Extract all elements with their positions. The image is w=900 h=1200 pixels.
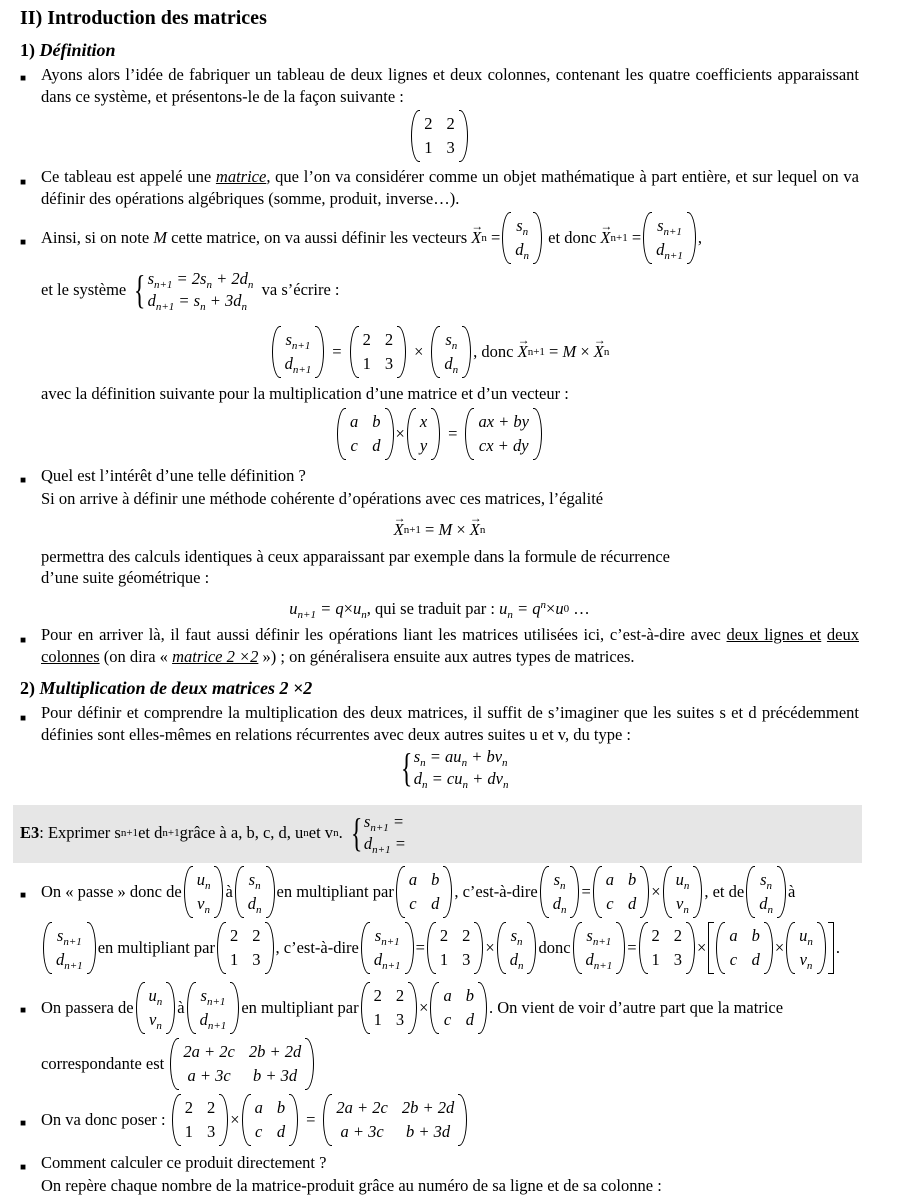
paragraph-vectors: Ainsi, si on note M cette matrice, on va aussi définir les vecteurs → X n = $s_n$ $d_n$ et donc → X n+1 = $s_{n+1}$ $d_{n+1}$ , — [41, 212, 702, 264]
exercise-e3: E3 : Exprimer s n+1 et d n+1 grâce à a, b, c, d, u n et v n . { $s_{n+1}$ = $d_{n+1}$ = — [20, 810, 406, 856]
paragraph-passera: On passera de $u_n$ $v_n$ à $s_{n+1}$ $d_{n+1}$ en multipliant par 2 2 1 3 × a b c d . On vient de voir d’autre part que la matrice — [41, 982, 783, 1034]
geometric-formula: $u_{n+1} = q$ × $u_n$ , qui se traduit par : $u_n = q^n$ × u 0 … — [289, 599, 590, 622]
paragraph-passe: On « passe » donc de $u_n$ $v_n$ à $s_n$ $d_n$ en multipliant par a b c d , c’est-à-dire $s_n$ $d_n$ = a b c d × $u_n$ $v_n$ , et de $s_n$ $d_n$ à — [41, 866, 795, 918]
paragraph-method: Si on arrive à définir une méthode cohérente d’opérations avec ces matrices, l’égalité — [41, 489, 604, 508]
bullet-icon: ■ — [20, 177, 27, 188]
bullet-icon: ■ — [20, 237, 27, 248]
paragraph-repere: On repère chaque nombre de la matrice-produit grâce au numéro de sa ligne et de sa colonne : — [41, 1176, 662, 1195]
paragraph-operations: Pour en arriver là, il faut aussi définir les opérations liant les matrices utilisées ici, c’est-à-dire avec deux lignes et deux colonnes (on dira « matrice 2 ×2 ») ; on généralisera ensuite aux autres types de matrices. — [41, 625, 859, 666]
paragraph-correspondante: correspondante est 2a + 2c 2b + 2d a + 3c b + 3d — [41, 1038, 316, 1090]
system-line: et le système { $s_{n+1} = 2s_n + 2d_n$ $d_{n+1} = s_n + 3d_n$ va s’écrire : — [41, 267, 340, 313]
bullet-icon: ■ — [20, 1118, 27, 1129]
paragraph-mult-def: avec la définition suivante pour la multiplication d’une matrice et d’un vecteur : — [41, 384, 569, 403]
matrix-vector-product: a b c d × x y = ax + by cx + dy — [0, 408, 879, 460]
bullet-icon: ■ — [20, 475, 27, 486]
paragraph-passe-2: $s_{n+1}$ $d_{n+1}$ en multipliant par 2 2 1 3 , c’est-à-dire $s_{n+1}$ $d_{n+1}$ = 2 2 1 3 × $s_n$ $d_n$ donc $s_{n+1}$ $d_{n+1}$ = 2 2 1 3 × a b c d × $u_n$ $v_n$ . — [41, 922, 840, 974]
bullet-icon: ■ — [20, 890, 27, 901]
paragraph-intro: Ayons alors l’idée de fabriquer un tableau de deux lignes et deux colonnes, contenant les quatre coefficients apparaissant dans ce système, et présentons-le de la façon suivante : — [41, 65, 859, 106]
paragraph-multiplication: Pour définir et comprendre la multiplication des deux matrices, il suffit de s’imaginer que les suites s et d précédemment définies sont elles-mêmes en relations récurrentes avec deux autres suites u et v, du type : — [41, 703, 859, 744]
main-heading: II) Introduction des matrices — [20, 7, 267, 29]
bullet-icon: ■ — [20, 73, 27, 84]
paragraph-geometric: d’une suite géométrique : — [41, 568, 210, 587]
paragraph-calculs: permettra des calculs identiques à ceux apparaissant par exemple dans la formule de récurrence — [41, 547, 670, 566]
matrix-M: 2 2 1 3 — [0, 110, 879, 162]
recurrence-equation: → X n+1 = M × → X n — [0, 518, 879, 541]
paragraph-matrix-def: Ce tableau est appelé une matrice, que l’on va considérer comme un objet mathématique à part entière, et sur lequel on va définir des opérations algébriques (somme, produit, inverse…). — [41, 167, 859, 208]
bullet-icon: ■ — [20, 713, 27, 724]
paragraph-poser: On va donc poser : 2 2 1 3 × a b c d = 2a + 2c 2b + 2d a + 3c b + 3d — [41, 1094, 469, 1146]
question-line: Quel est l’intérêt d’une telle définition ? — [41, 466, 306, 485]
bullet-icon: ■ — [20, 1005, 27, 1016]
section-2-heading: 2) Multiplication de deux matrices 2 ×2 — [20, 678, 313, 698]
matrix-equation-1: $s_{n+1}$ $d_{n+1}$ = 2 2 1 3 × $s_n$ $d_n$ , donc → X n+1 = M × → X n — [0, 326, 879, 378]
bullet-icon: ■ — [20, 1162, 27, 1173]
paragraph-comment: Comment calculer ce produit directement ? — [41, 1153, 327, 1172]
bullet-icon: ■ — [20, 635, 27, 646]
system-uv: { $s_n = au_n + bv_n$ $d_n = cu_n + dv_n$ — [400, 745, 509, 791]
section-1-heading: 1) Définition — [20, 40, 116, 60]
